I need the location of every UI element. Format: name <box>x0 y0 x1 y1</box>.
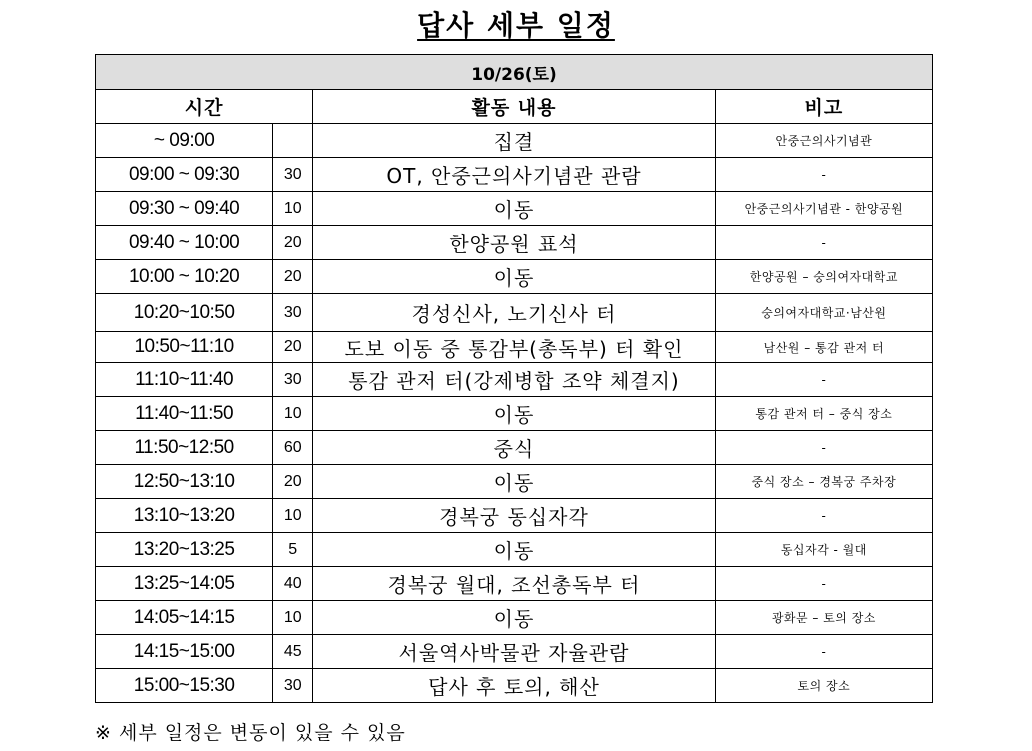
activity-cell: 경성신사, 노기신사 터 <box>313 294 715 332</box>
duration-cell: 60 <box>273 431 313 465</box>
note-cell: - <box>715 431 932 465</box>
note-header: 비고 <box>715 90 932 124</box>
schedule-row <box>96 332 933 363</box>
time-cell: ~ 09:00 <box>96 124 273 158</box>
note-cell: - <box>715 158 932 192</box>
duration-cell: 5 <box>273 533 313 567</box>
duration-cell <box>273 124 313 158</box>
schedule-row <box>96 669 933 703</box>
schedule-row <box>96 465 933 499</box>
date-header: 10/26(토) <box>96 55 933 90</box>
activity-cell: 집결 <box>313 124 715 158</box>
duration-cell: 20 <box>273 332 313 363</box>
time-cell: 15:00~15:30 <box>96 669 273 703</box>
duration-cell: 45 <box>273 635 313 669</box>
note-cell: 중식 장소 – 경복궁 주차장 <box>715 465 932 499</box>
activity-cell: 도보 이동 중 통감부(총독부) 터 확인 <box>313 332 715 363</box>
schedule-row <box>96 499 933 533</box>
schedule-row <box>96 431 933 465</box>
time-cell: 11:40~11:50 <box>96 397 273 431</box>
activity-cell: 통감 관저 터(강제병합 조약 체결지) <box>313 363 715 397</box>
activity-cell: OT, 안중근의사기념관 관람 <box>313 158 715 192</box>
activity-cell: 중식 <box>313 431 715 465</box>
activity-cell: 답사 후 토의, 해산 <box>313 669 715 703</box>
duration-cell: 20 <box>273 465 313 499</box>
time-cell: 09:40 ~ 10:00 <box>96 226 273 260</box>
schedule-row <box>96 533 933 567</box>
time-cell: 14:15~15:00 <box>96 635 273 669</box>
schedule-row <box>96 124 933 158</box>
duration-cell: 20 <box>273 260 313 294</box>
activity-cell: 경복궁 동십자각 <box>313 499 715 533</box>
activity-header: 활동 내용 <box>313 90 715 124</box>
schedule-row <box>96 601 933 635</box>
duration-cell: 10 <box>273 192 313 226</box>
note-cell: - <box>715 567 932 601</box>
duration-cell: 30 <box>273 158 313 192</box>
note-cell: 안중근의사기념관 - 한양공원 <box>715 192 932 226</box>
time-cell: 11:50~12:50 <box>96 431 273 465</box>
time-cell: 11:10~11:40 <box>96 363 273 397</box>
note-cell: - <box>715 635 932 669</box>
time-cell: 10:50~11:10 <box>96 332 273 363</box>
duration-cell: 40 <box>273 567 313 601</box>
schedule-row <box>96 363 933 397</box>
note-cell: - <box>715 363 932 397</box>
activity-cell: 이동 <box>313 465 715 499</box>
schedule-row <box>96 567 933 601</box>
duration-cell: 30 <box>273 363 313 397</box>
activity-cell: 이동 <box>313 192 715 226</box>
schedule-row <box>96 397 933 431</box>
note-cell: 광화문 – 토의 장소 <box>715 601 932 635</box>
schedule-row <box>96 294 933 332</box>
note-cell: 한양공원 – 숭의여자대학교 <box>715 260 932 294</box>
note-cell: 남산원 – 통감 관저 터 <box>715 332 932 363</box>
note-cell: - <box>715 226 932 260</box>
time-cell: 13:25~14:05 <box>96 567 273 601</box>
note-cell: 토의 장소 <box>715 669 932 703</box>
duration-cell: 30 <box>273 294 313 332</box>
time-header: 시간 <box>96 90 313 124</box>
activity-cell: 이동 <box>313 533 715 567</box>
activity-cell: 이동 <box>313 601 715 635</box>
note-cell: - <box>715 499 932 533</box>
duration-cell: 10 <box>273 499 313 533</box>
activity-cell: 이동 <box>313 397 715 431</box>
time-cell: 10:20~10:50 <box>96 294 273 332</box>
activity-cell: 이동 <box>313 260 715 294</box>
note-cell: 숭의여자대학교·남산원 <box>715 294 932 332</box>
time-cell: 09:00 ~ 09:30 <box>96 158 273 192</box>
page-title-text: 답사 세부 일정 <box>417 9 615 42</box>
time-cell: 14:05~14:15 <box>96 601 273 635</box>
duration-cell: 30 <box>273 669 313 703</box>
activity-cell: 한양공원 표석 <box>313 226 715 260</box>
schedule-body <box>96 124 933 703</box>
activity-cell: 경복궁 월대, 조선총독부 터 <box>313 567 715 601</box>
schedule-row <box>96 192 933 226</box>
schedule-row <box>96 260 933 294</box>
date-row <box>96 55 933 90</box>
time-cell: 12:50~13:10 <box>96 465 273 499</box>
activity-cell: 서울역사박물관 자율관람 <box>313 635 715 669</box>
time-cell: 13:10~13:20 <box>96 499 273 533</box>
note-cell: 동십자각 - 월대 <box>715 533 932 567</box>
duration-cell: 20 <box>273 226 313 260</box>
schedule-table <box>95 54 933 703</box>
header-row <box>96 90 933 124</box>
schedule-row <box>96 635 933 669</box>
note-cell: 통감 관저 터 – 중식 장소 <box>715 397 932 431</box>
schedule-row <box>96 226 933 260</box>
schedule-row <box>96 158 933 192</box>
note-cell: 안중근의사기념관 <box>715 124 932 158</box>
time-cell: 13:20~13:25 <box>96 533 273 567</box>
time-cell: 10:00 ~ 10:20 <box>96 260 273 294</box>
footnote: ※ 세부 일정은 변동이 있을 수 있음 <box>95 722 406 744</box>
duration-cell: 10 <box>273 397 313 431</box>
time-cell: 09:30 ~ 09:40 <box>96 192 273 226</box>
duration-cell: 10 <box>273 601 313 635</box>
page-title <box>0 4 1032 44</box>
